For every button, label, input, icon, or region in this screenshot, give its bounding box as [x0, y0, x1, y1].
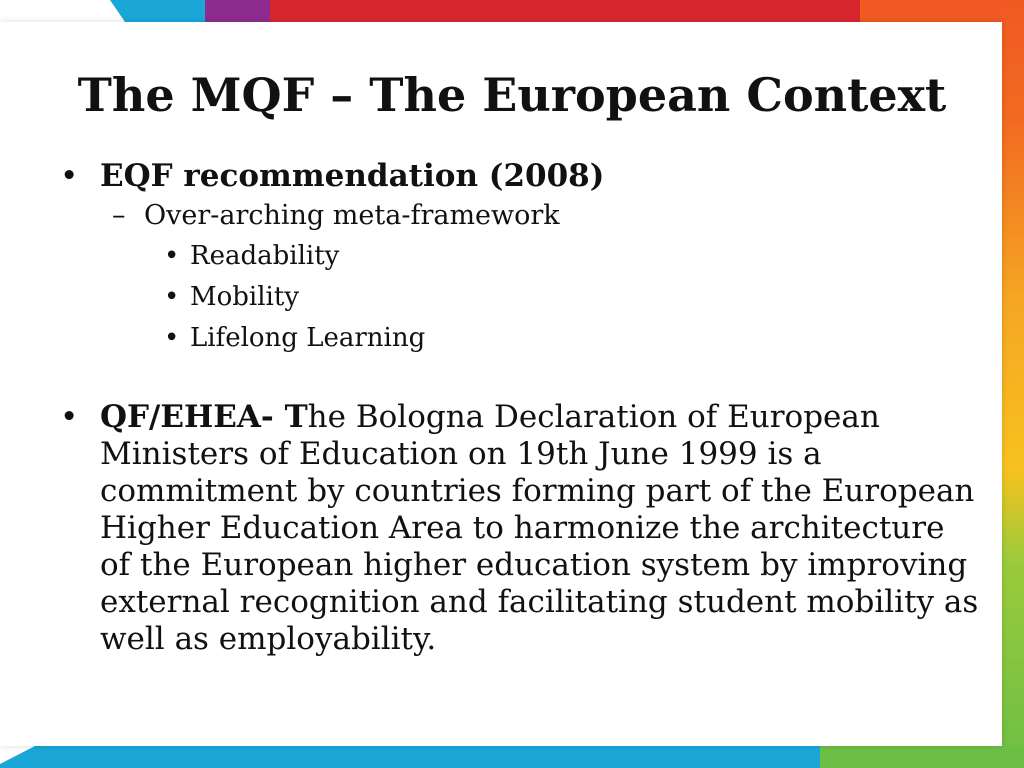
slide-title: The MQF – The European Context: [77, 68, 947, 122]
dash-marker: –: [112, 200, 126, 231]
bullet-qf-ehea-text: he Bologna Declaration of European Ministers of Education on 19th June 1999 is a commitment by countries forming part of the European Higher Education Area to harmonize the architecture of the European higher education system by improving external recognition and facilitating student mobility as well as employability.: [100, 399, 979, 657]
bullet-marker: •: [60, 158, 79, 194]
sub-sub-bullet-readability: [60, 236, 980, 277]
sub-sub-bullet-text: Lifelong Learning: [190, 323, 426, 353]
sub-sub-bullet-text: Readability: [190, 241, 340, 271]
bullet-marker: •: [60, 399, 79, 435]
spacer: [60, 359, 980, 399]
sub-sub-bullet-mobility: [60, 277, 980, 318]
bullet-marker: •: [164, 282, 180, 312]
bullet-eqf: [60, 158, 980, 195]
sub-sub-bullet-lifelong-learning: [60, 318, 980, 359]
bullet-eqf-text: EQF recommendation (2008): [100, 158, 605, 194]
slide-content: [60, 158, 980, 658]
sub-sub-bullet-text: Mobility: [190, 282, 300, 312]
bullet-qf-ehea-label: QF/EHEA- T: [100, 399, 308, 435]
bullet-qf-ehea: [60, 399, 980, 658]
sub-bullet-meta-framework: [60, 195, 980, 236]
bullet-marker: •: [164, 241, 180, 271]
bullet-marker: •: [164, 323, 180, 353]
decorative-bottom-band: [0, 746, 1024, 768]
sub-bullet-text: Over-arching meta-framework: [144, 200, 560, 231]
decorative-top-band: [0, 0, 1024, 22]
